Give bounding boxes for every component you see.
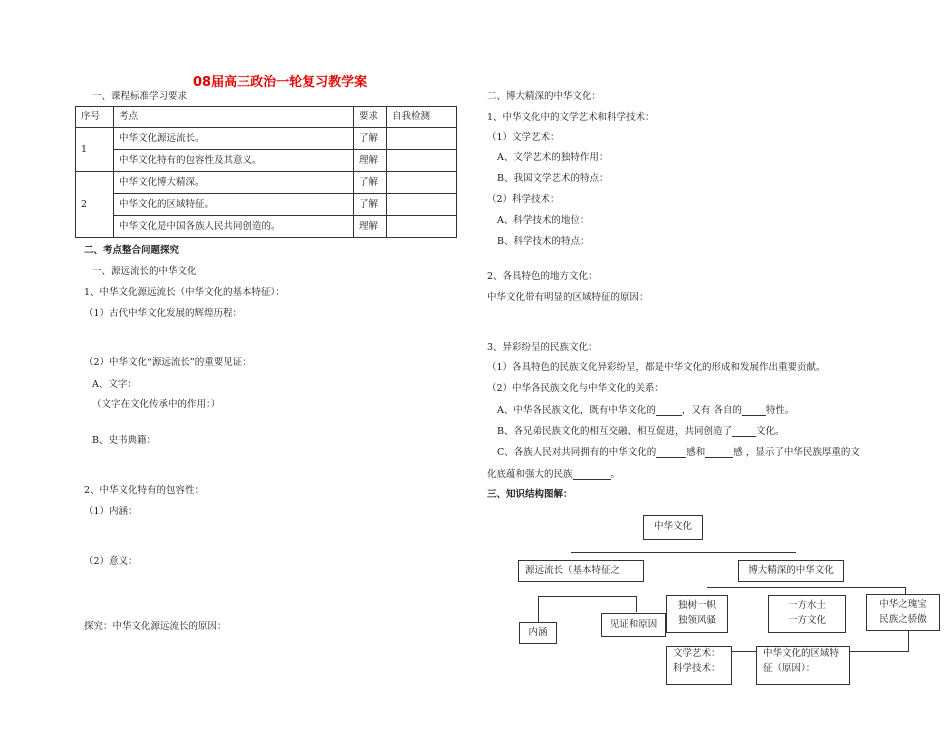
right-question-1-2a: A、科学技术的地位：	[497, 215, 590, 226]
question-1-2a-note: （文字在文化传承中的作用：）	[92, 399, 221, 410]
table-row	[76, 194, 457, 216]
table-header: 要求	[354, 107, 387, 128]
table-header: 序号	[76, 107, 114, 128]
table-cell-check	[387, 194, 457, 216]
page-title: 08届高三政治一轮复习教学案	[193, 75, 368, 90]
table-cell-index: 1	[76, 128, 114, 172]
diagram-sub-wenyi	[666, 646, 732, 685]
table-row	[76, 150, 457, 172]
fill-blank-line-b	[497, 425, 785, 437]
table-cell-req: 了解	[354, 172, 387, 194]
diagram-leaf-neihan: 内涵	[519, 622, 557, 644]
explore-question: 探究：中华文化源远流长的原因：	[84, 621, 227, 632]
connector-line	[538, 596, 539, 622]
diagram-text: 独领风骚	[677, 615, 716, 626]
question-1-1: （1）古代中华文化发展的辉煌历程：	[84, 308, 243, 319]
diagram-leaf-guibao	[866, 594, 940, 631]
answer-blank[interactable]	[742, 404, 766, 416]
diagram-leaf-dushu	[666, 595, 728, 633]
fill-text: 化底蕴和强大的民族	[487, 469, 573, 480]
diagram-text: 中华之瑰宝	[879, 598, 927, 610]
diagram-root-box: 中华文化	[643, 515, 703, 540]
question-1: 1、中华文化源远流长（中华文化的基本特征）：	[84, 287, 285, 298]
table-cell-point: 中华文化特有的包容性及其意义。	[114, 150, 354, 172]
table-cell-req: 理解	[354, 216, 387, 238]
answer-blank[interactable]	[705, 446, 733, 458]
answer-blank[interactable]	[656, 404, 682, 416]
fill-blank-line-c2	[487, 468, 620, 480]
diagram-text: 一方水土	[787, 600, 826, 612]
fill-text: ，又有 各自的	[681, 405, 742, 416]
fill-text: 感 ，显示了中华民族厚重的文	[733, 447, 860, 458]
table-cell-req: 理解	[354, 150, 387, 172]
diagram-branch-right-box: 博大精深的中华文化	[738, 560, 844, 582]
diagram-text: 科学技术：	[673, 662, 721, 674]
fill-blank-line-a	[497, 404, 794, 416]
part-heading-2: 二、博大精深的中华文化：	[487, 91, 602, 102]
fill-text: 特性。	[765, 405, 795, 416]
connector-line	[707, 587, 905, 588]
answer-blank[interactable]	[573, 468, 611, 480]
right-question-3-1: （1）各具特色的民族文化异彩纷呈，都是中华文化的形成和发展作出重要贡献。	[487, 362, 826, 373]
part-heading-1: 一、源远流长的中华文化	[92, 266, 197, 277]
right-question-1: 1、中华文化中的文学艺术和科学技术：	[487, 112, 655, 123]
diagram-branch-left-box: 源远流长（基本特征之	[518, 560, 644, 582]
standards-table	[75, 106, 457, 238]
section-heading-3: 三、知识结构图解：	[487, 489, 573, 500]
right-question-3-2: （2）中华各民族文化与中华文化的关系：	[487, 383, 665, 394]
diagram-text: 征（原因）：	[763, 662, 816, 674]
table-header-row	[76, 107, 457, 128]
diagram-leaf-yifang	[768, 595, 846, 633]
answer-blank[interactable]	[732, 425, 756, 437]
connector-line	[571, 552, 796, 553]
question-2: 2、中华文化特有的包容性：	[84, 485, 205, 496]
table-cell-check	[387, 172, 457, 194]
table-cell-check	[387, 128, 457, 150]
connector-line	[908, 630, 909, 652]
table-cell-check	[387, 150, 457, 172]
right-question-1-2b: B、科学技术的特点：	[497, 236, 590, 247]
table-header: 考点	[114, 107, 354, 128]
table-cell-index: 2	[76, 172, 114, 238]
section-heading-1: 一、课程标准学习要求	[92, 91, 188, 102]
question-2-2: （2）意义：	[84, 556, 138, 567]
diagram-text: 独树一帜	[677, 600, 716, 612]
diagram-leaf-jianzheng: 见证和原因	[601, 613, 666, 637]
right-question-1-1a: A、文学艺术的独特作用：	[497, 152, 609, 163]
right-question-3: 3、异彩纷呈的民族文化：	[487, 342, 598, 353]
fill-text: C、各族人民对共同拥有的中华文化的	[497, 447, 657, 458]
diagram-text: 文学艺术：	[673, 648, 721, 659]
question-1-2b: B、史书典籍：	[92, 435, 156, 446]
fill-text: B、各兄弟民族文化的相互交融、相互促进，共同创造了	[497, 426, 732, 437]
right-question-1-1b: B、我国文学艺术的特点：	[497, 173, 609, 184]
connector-line	[538, 596, 636, 597]
fill-text: 文化。	[755, 426, 785, 437]
table-row	[76, 128, 457, 150]
fill-blank-line-c	[497, 446, 860, 458]
fill-text: 感和	[686, 447, 706, 458]
table-cell-point: 中华文化是中国各族人民共同创造的。	[114, 216, 354, 238]
question-1-2: （2）中华文化“源远流长”的重要见证：	[84, 357, 252, 368]
right-question-1-1: （1）文学艺术：	[487, 132, 560, 143]
diagram-text: 民族之骄傲	[879, 613, 927, 625]
table-cell-check	[387, 216, 457, 238]
right-question-2-q: 中华文化带有明显的区域特征的原因：	[487, 292, 649, 303]
answer-blank[interactable]	[656, 446, 686, 458]
right-question-1-2: （2）科学技术：	[487, 194, 560, 205]
table-cell-req: 了解	[354, 128, 387, 150]
table-cell-req: 了解	[354, 194, 387, 216]
diagram-text: 中华文化的区域特	[763, 648, 840, 659]
question-2-1: （1）内涵：	[84, 506, 138, 517]
diagram-sub-quyu	[756, 646, 850, 685]
table-row	[76, 216, 457, 238]
right-question-2: 2、各具特色的地方文化：	[487, 271, 598, 282]
table-header: 自我检测	[387, 107, 457, 128]
table-cell-point: 中华文化博大精深。	[114, 172, 354, 194]
question-1-2a: A、文字：	[92, 379, 137, 390]
connector-line	[636, 596, 637, 612]
fill-text: 。	[610, 469, 621, 480]
fill-text: A、中华各民族文化，既有中华文化的	[497, 405, 656, 416]
table-cell-point: 中华文化的区域特征。	[114, 194, 354, 216]
section-heading-2: 二、考点整合问题探究	[84, 245, 180, 256]
diagram-text: 一方文化	[787, 615, 826, 626]
table-cell-point: 中华文化源远流长。	[114, 128, 354, 150]
table-row	[76, 172, 457, 194]
